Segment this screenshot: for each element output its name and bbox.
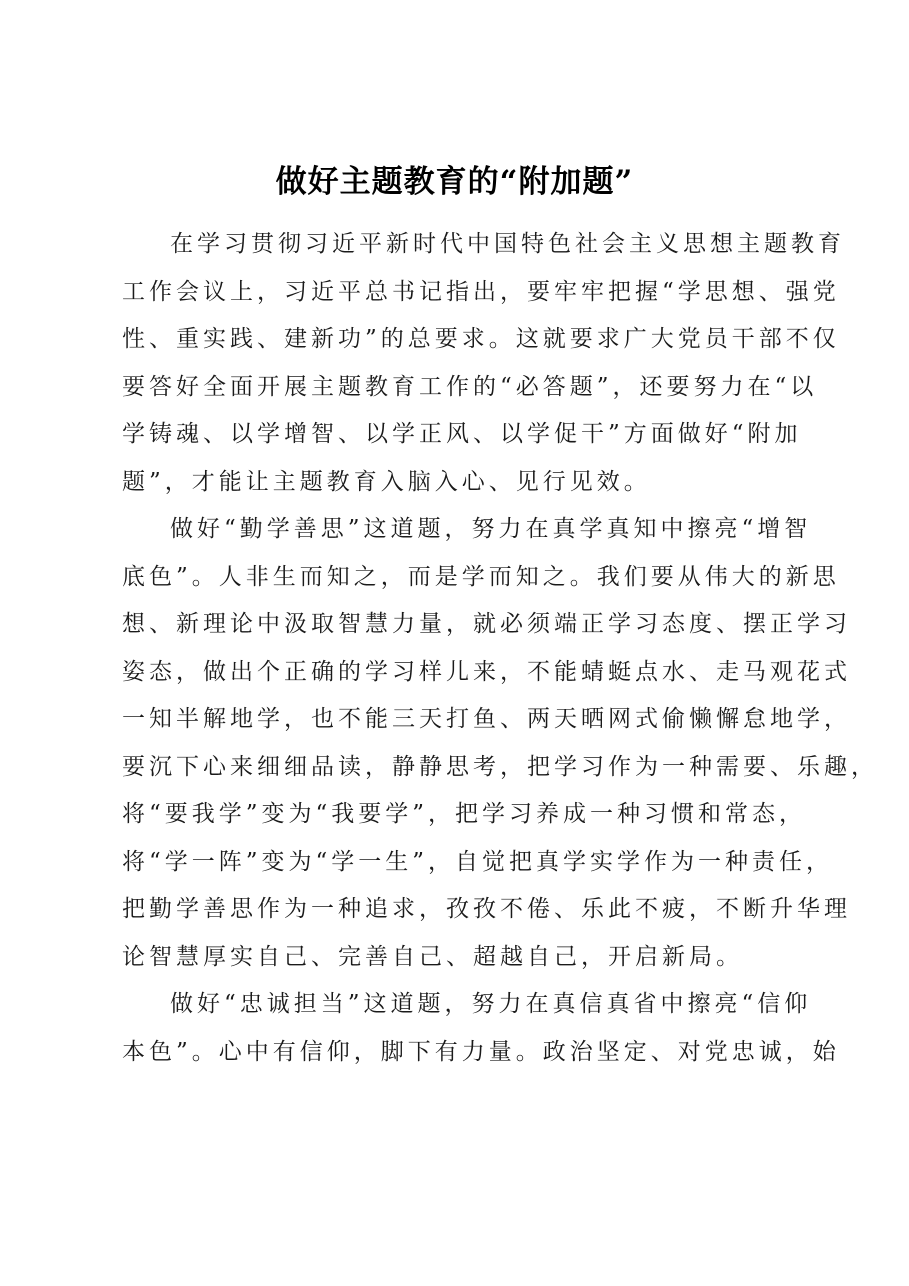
document-title: 做好主题教育的“附加题”	[275, 164, 634, 200]
paragraph-1-line-5: 学铸魂、以学增智、以学正风、以学促干”方面做好“附加	[122, 421, 802, 447]
paragraph-2-line-8: 将“学一阵”变为“学一生”，自觉把真学实学作为一种责任，	[122, 848, 834, 875]
paragraph-1-line-6: 题”，才能让主题教育入脑入心、见行见效。	[122, 468, 651, 495]
paragraph-2-line-9: 把勤学善思作为一种追求，孜孜不倦、乐此不疲，不断升华理	[122, 896, 851, 922]
paragraph-1-line-4: 要答好全面开展主题教育工作的“必答题”，还要努力在“以	[122, 373, 818, 400]
paragraph-2-line-3: 想、新理论中汲取智慧力量，就必须端正学习态度、摆正学习	[122, 611, 851, 637]
paragraph-2-line-2: 底色”。人非生而知之，而是学而知之。我们要从伟大的新思	[122, 563, 840, 590]
paragraph-2-line-1: 做好“勤学善思”这道题，努力在真学真知中擦亮“增智	[170, 516, 812, 542]
paragraph-3-line-2: 本色”。心中有信仰，脚下有力量。政治坚定、对党忠诚，始	[122, 1038, 840, 1065]
paragraph-2-line-7: 将“要我学”变为“我要学”，把学习养成一种习惯和常态，	[122, 801, 807, 827]
paragraph-2-line-10: 论智慧厚实自己、完善自己、超越自己，开启新局。	[122, 943, 743, 970]
paragraph-3-line-1: 做好“忠诚担当”这道题，努力在真信真省中擦亮“信仰	[170, 991, 812, 1017]
paragraph-2-line-4: 姿态，做出个正确的学习样儿来，不能蜻蜓点水、走马观花式	[122, 658, 851, 685]
document-body	[122, 221, 878, 1076]
paragraph-2-line-6: 要沉下心来细细品读，静静思考，把学习作为一种需要、乐趣，	[122, 753, 878, 780]
paragraph-1-line-1: 在学习贯彻习近平新时代中国特色社会主义思想主题教育	[170, 231, 845, 257]
paragraph-1-line-2: 工作会议上，习近平总书记指出，要牢牢把握“学思想、强党	[122, 278, 840, 305]
paragraph-2-line-5: 一知半解地学，也不能三天打鱼、两天晒网式偷懒懈怠地学，	[122, 706, 851, 732]
paragraph-1-line-3: 性、重实践、建新功”的总要求。这就要求广大党员干部不仅	[122, 326, 840, 352]
